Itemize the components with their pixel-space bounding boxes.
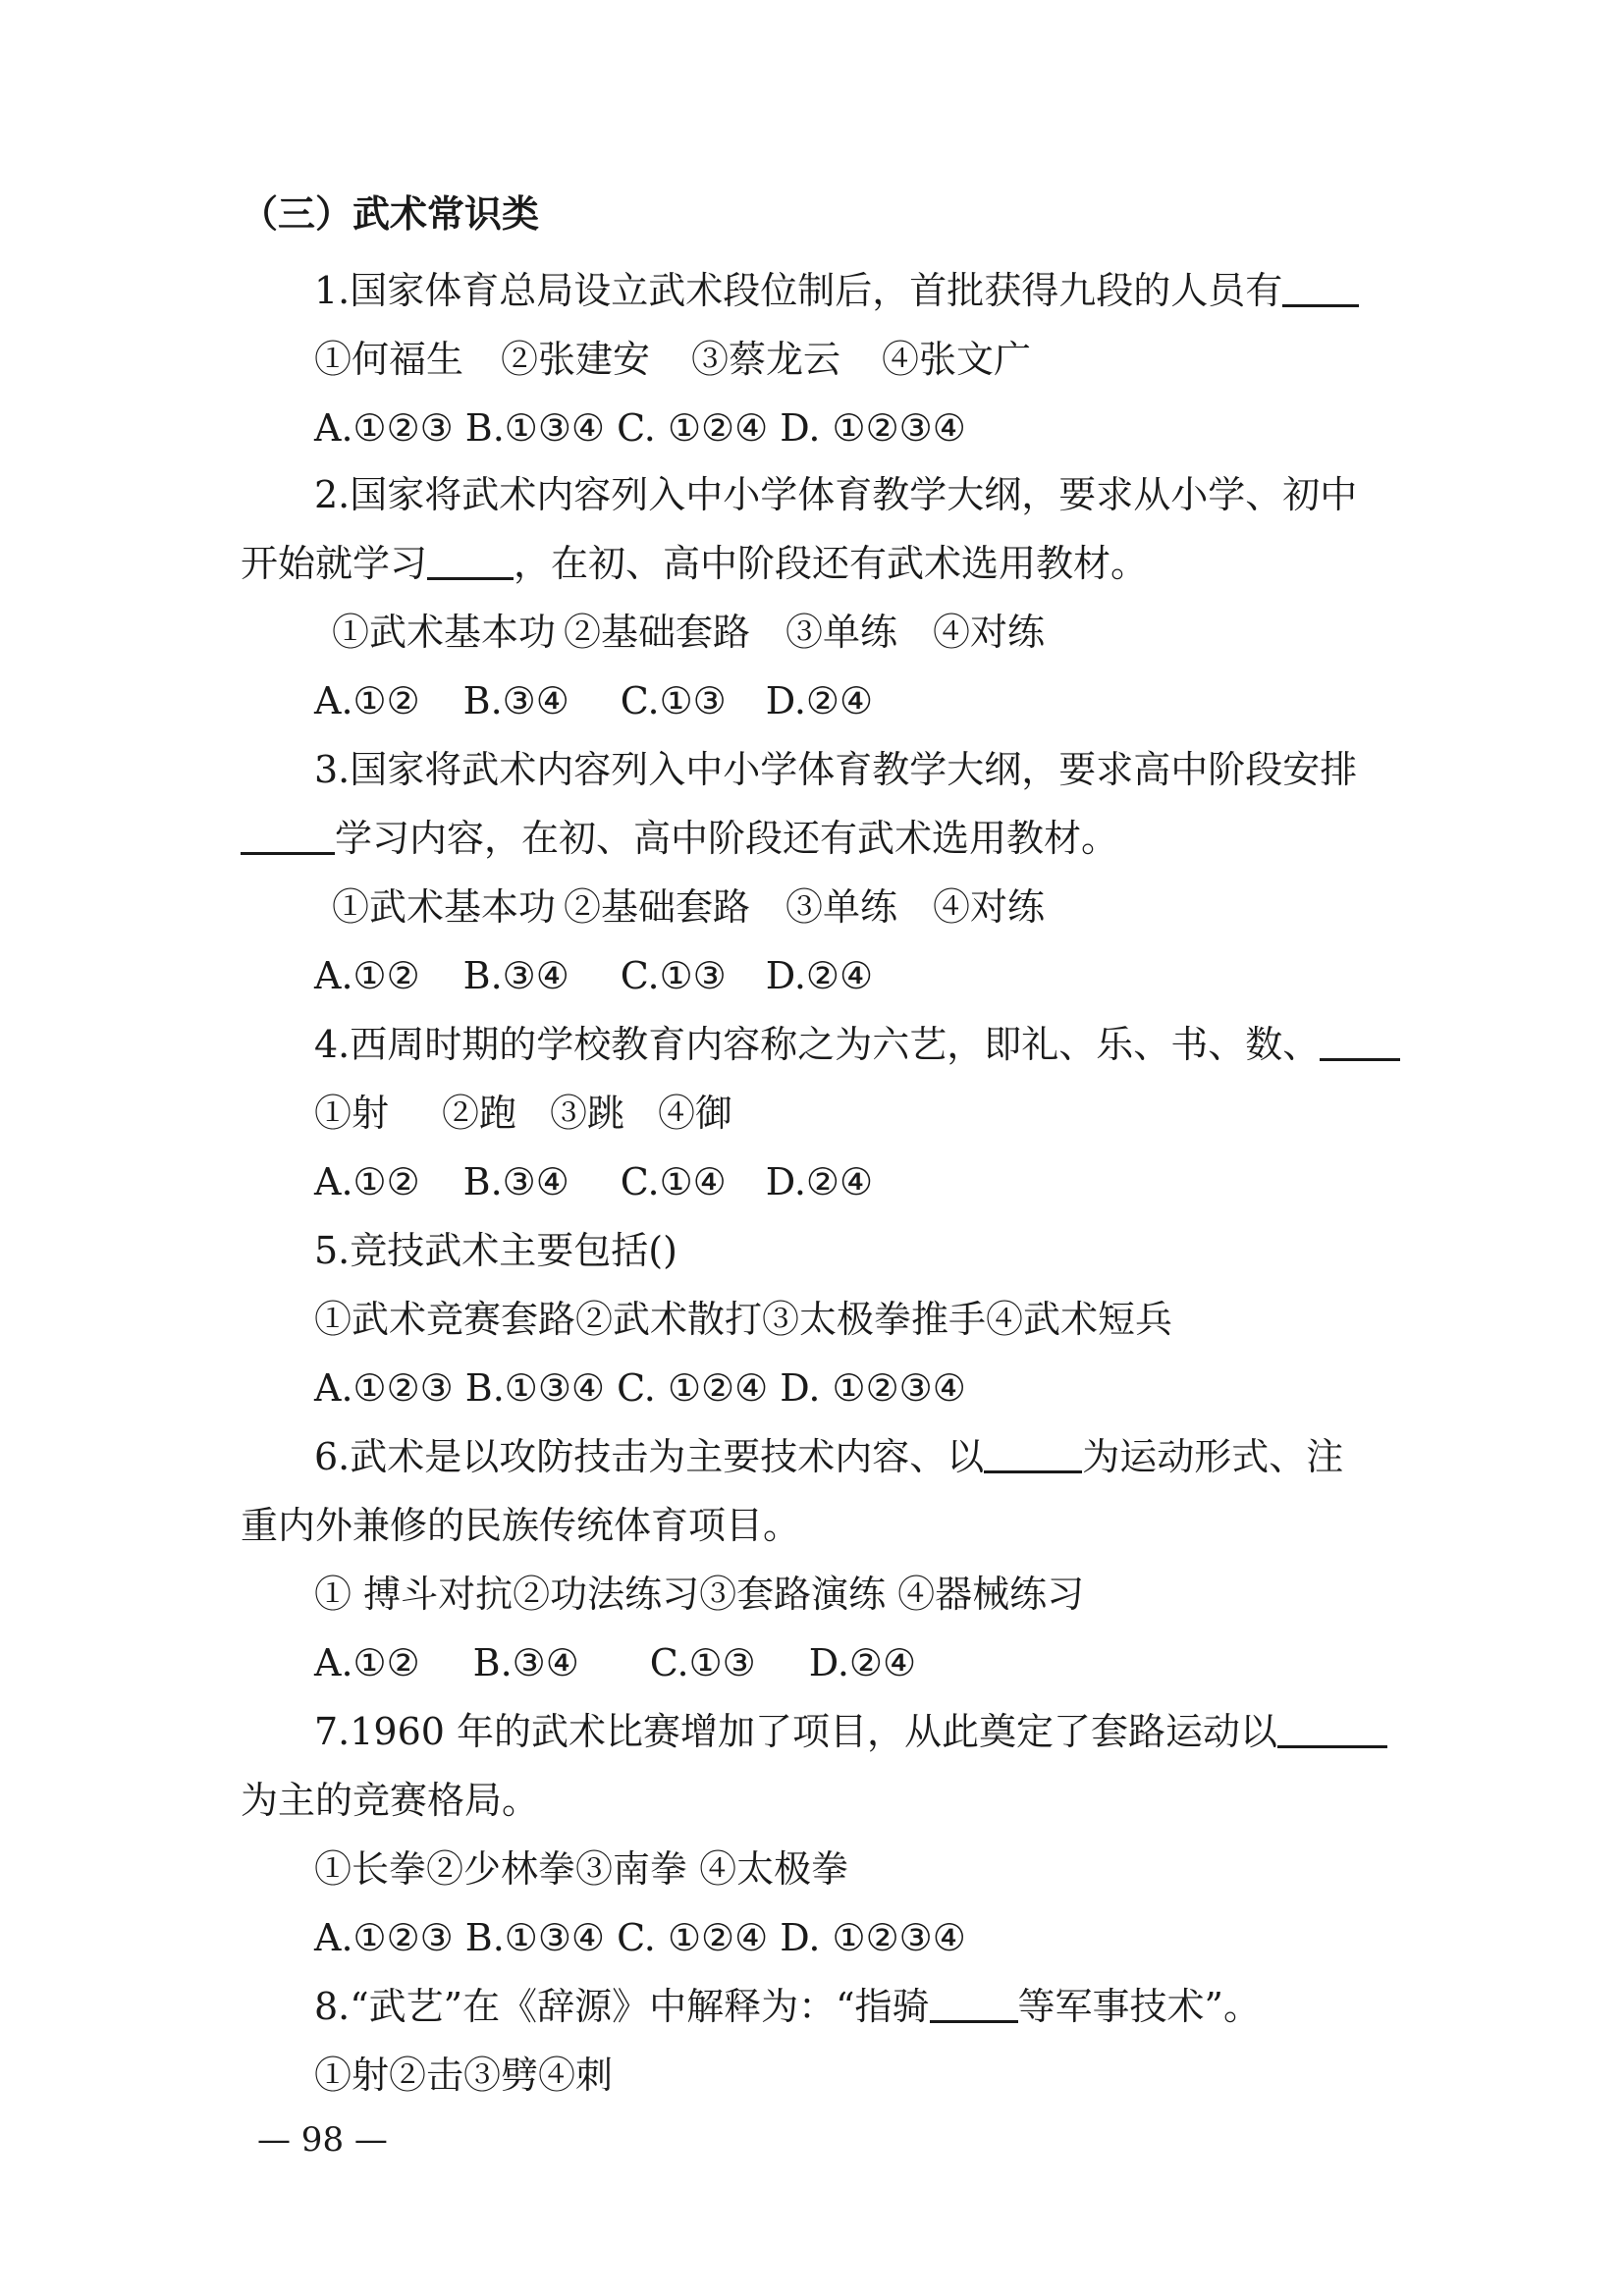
question-4-stem <box>314 1019 1400 1070</box>
page-number: — 98 — <box>257 2120 388 2160</box>
question-1-text: 1.国家体育总局设立武术段位制后，首批获得九段的人员有 <box>314 269 1283 312</box>
answer-blank <box>427 544 514 580</box>
option: ②基础套路 <box>564 611 751 654</box>
question-6-options: ① 搏斗对抗②功法练习③套路演练 ④器械练习 <box>314 1573 1085 1616</box>
answer-choice: D.②④ <box>765 679 874 722</box>
question-7-text: 7.1960 年的武术比赛增加了项目，从此奠定了套路运动以 <box>314 1710 1278 1753</box>
answer-choice: A.①② <box>314 1160 420 1203</box>
question-2-text-a: 开始就学习 <box>241 542 428 585</box>
question-8-stem <box>314 1981 1261 2032</box>
option: ④对练 <box>933 885 1046 929</box>
option: ②基础套路 <box>564 885 751 929</box>
question-3-text: 学习内容，在初、高中阶段还有武术选用教材。 <box>335 817 1119 860</box>
question-4-options <box>314 1088 732 1139</box>
question-1-stem <box>314 265 1359 316</box>
option: ④对练 <box>933 611 1046 654</box>
question-3-stem-line2 <box>241 813 1118 864</box>
question-5-answers: A.①②③ B.①③④ C. ①②④ D. ①②③④ <box>314 1366 966 1410</box>
question-2-text-b: ，在初、高中阶段还有武术选用教材。 <box>514 542 1149 585</box>
option: ②跑 <box>442 1092 517 1135</box>
question-2-answers <box>314 675 873 726</box>
answer-blank <box>930 1987 1018 2023</box>
answer-blank <box>1320 1025 1400 1061</box>
answer-blank <box>1277 1712 1387 1748</box>
question-3-options <box>332 881 1045 933</box>
answer-choice: A.①② <box>314 954 420 997</box>
option: ③蔡龙云 <box>691 338 841 381</box>
answer-choice: A.①② <box>314 1641 420 1684</box>
question-2-stem-line2 <box>241 538 1148 589</box>
option: ③单练 <box>785 611 898 654</box>
question-6-stem-line2: 重内外兼修的民族传统体育项目。 <box>241 1504 801 1547</box>
question-3-answers <box>314 950 873 1001</box>
question-5-stem: 5.竞技武术主要包括() <box>314 1229 677 1272</box>
question-4-text: 4.西周时期的学校教育内容称之为六艺，即礼、乐、书、数、 <box>314 1023 1321 1066</box>
section-title: （三）武术常识类 <box>241 192 540 236</box>
question-1-answers: A.①②③ B.①③④ C. ①②④ D. ①②③④ <box>314 406 966 450</box>
answer-choice: C.①③ <box>649 1641 756 1684</box>
option: ①武术基本功 <box>332 885 557 929</box>
answer-blank <box>241 819 335 855</box>
answer-blank <box>984 1437 1082 1473</box>
question-7-answers: A.①②③ B.①③④ C. ①②④ D. ①②③④ <box>314 1916 966 1959</box>
option: ③跳 <box>550 1092 625 1135</box>
answer-choice: B.③④ <box>462 679 569 722</box>
question-2-options <box>332 607 1045 658</box>
question-7-stem-line1 <box>314 1706 1387 1757</box>
question-1-options <box>314 334 1031 385</box>
question-8-options: ①射②击③劈④刺 <box>314 2054 614 2097</box>
answer-choice: B.③④ <box>472 1641 579 1684</box>
answer-blank <box>1282 271 1359 307</box>
question-6-text-a: 6.武术是以攻防技击为主要技术内容、以 <box>314 1435 985 1478</box>
answer-choice: D.②④ <box>765 1160 874 1203</box>
answer-choice: A.①② <box>314 679 420 722</box>
answer-choice: C.①④ <box>620 1160 727 1203</box>
option: ④御 <box>658 1092 733 1135</box>
option: ①射 <box>314 1092 390 1135</box>
question-2-stem-line1: 2.国家将武术内容列入中小学体育教学大纲，要求从小学、初中 <box>314 473 1358 516</box>
question-5-options: ①武术竞赛套路②武术散打③太极拳推手④武术短兵 <box>314 1298 1173 1341</box>
answer-choice: B.③④ <box>462 1160 569 1203</box>
option: ②张建安 <box>501 338 651 381</box>
question-6-stem-line1 <box>314 1431 1343 1482</box>
question-6-answers <box>314 1637 916 1688</box>
question-4-answers <box>314 1156 873 1207</box>
option: ④张文广 <box>882 338 1032 381</box>
question-7-stem-line2: 为主的竞赛格局。 <box>241 1779 540 1822</box>
option: ③单练 <box>785 885 898 929</box>
answer-choice: D.②④ <box>765 954 874 997</box>
question-8-text-a: 8.“武艺”在《辞源》中解释为：“指骑 <box>314 1985 930 2028</box>
option: ①武术基本功 <box>332 611 557 654</box>
answer-choice: D.②④ <box>808 1641 917 1684</box>
answer-choice: C.①③ <box>620 954 727 997</box>
question-7-options: ①长拳②少林拳③南拳 ④太极拳 <box>314 1847 849 1891</box>
option: ①何福生 <box>314 338 464 381</box>
question-3-stem-line1: 3.国家将武术内容列入中小学体育教学大纲，要求高中阶段安排 <box>314 748 1358 791</box>
answer-choice: C.①③ <box>620 679 727 722</box>
answer-choice: B.③④ <box>462 954 569 997</box>
question-6-text-b: 为运动形式、注 <box>1082 1435 1344 1478</box>
question-8-text-b: 等军事技术”。 <box>1017 1985 1261 2028</box>
